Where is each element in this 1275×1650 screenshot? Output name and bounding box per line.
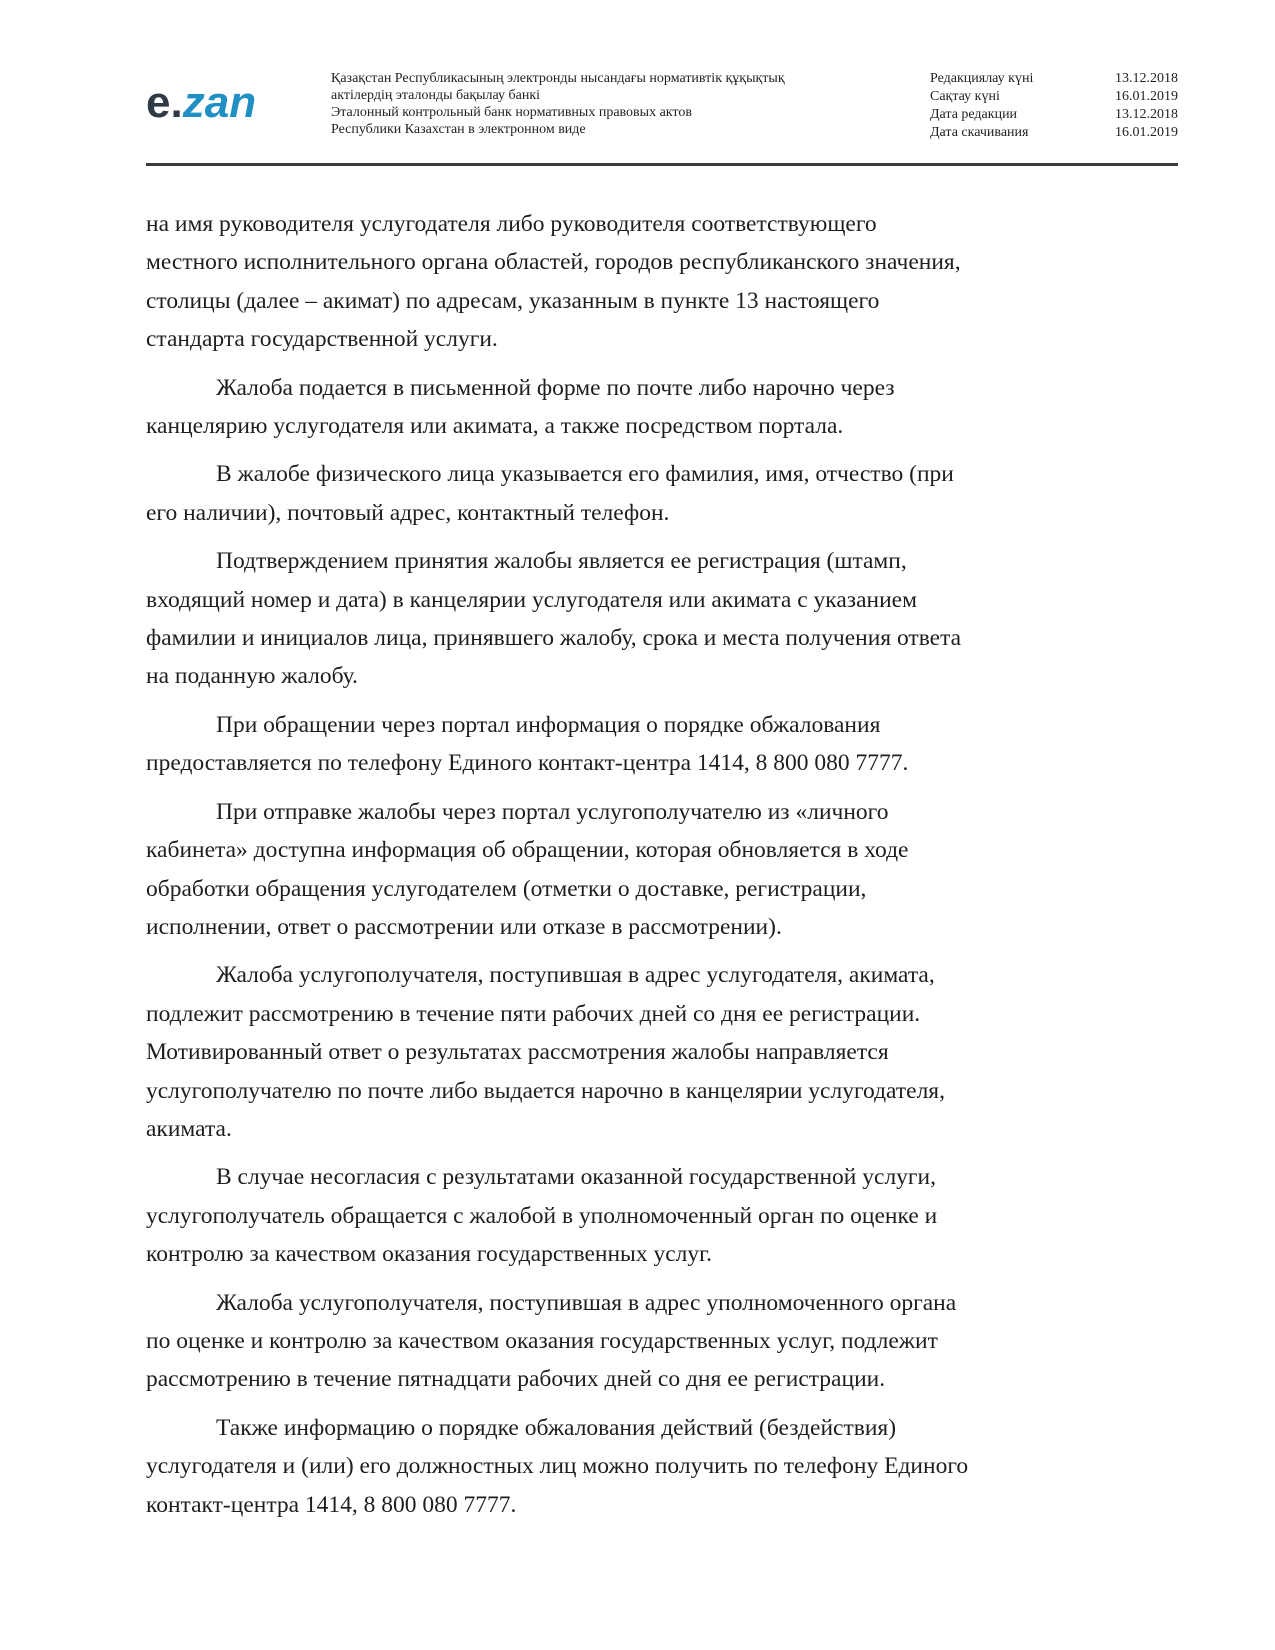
text-line: контролю за качеством оказания государственных услуг.	[146, 1241, 712, 1268]
text-line: входящий номер и дата) в канцелярии услугодателя или акимата с указанием	[146, 586, 917, 613]
text-line: столицы (далее – акимат) по адресам, указанным в пункте 13 настоящего	[146, 287, 880, 314]
text-line: на имя руководителя услугодателя либо руководителя соответствующего	[146, 211, 877, 237]
text-line: В случае несогласия с результатами оказанной государственной услуги,	[216, 1164, 937, 1191]
paragraph-authority-review	[146, 1284, 1176, 1399]
paragraph-registration	[146, 542, 1176, 696]
ezan-logo	[146, 78, 256, 128]
text-line: акимата.	[146, 1115, 232, 1142]
text-line: местного исполнительного органа областей, городов республиканского значения,	[146, 249, 961, 276]
document-dates	[930, 70, 1178, 142]
paragraph-disagreement	[146, 1158, 1176, 1273]
logo-zan: zan	[182, 78, 257, 127]
paragraph-review-period	[146, 956, 1176, 1148]
source-line: Республики Казахстан в электронном виде	[331, 122, 586, 137]
source-line: Эталонный контрольный банк нормативных правовых актов	[331, 105, 692, 120]
text-line: контакт-центра 1414, 8 800 080 7777.	[146, 1491, 517, 1518]
paragraph-complaint-form	[146, 369, 1176, 446]
meta-label: Дата редакции	[930, 107, 1018, 122]
paragraph-complaint-details	[146, 455, 1176, 532]
document-header	[146, 66, 1178, 162]
text-line: предоставляется по телефону Единого контакт-центра 1414, 8 800 080 7777.	[146, 750, 909, 777]
text-line: При отправке жалобы через портал услугополучателю из «личного	[216, 798, 889, 825]
text-line: услугодателя и (или) его должностных лиц можно получить по телефону Единого	[146, 1453, 969, 1480]
source-line: Қазақстан Республикасының электронды нысандағы нормативтік құқықтық	[331, 71, 785, 86]
text-line: его наличии), почтовый адрес, контактный телефон.	[146, 499, 670, 526]
text-line: услугополучателю по почте либо выдается нарочно в канцелярии услугодателя,	[146, 1077, 945, 1104]
text-line: Жалоба подается в письменной форме по почте либо нарочно через	[216, 374, 895, 401]
logo-dot: .	[170, 78, 183, 127]
document-body	[146, 205, 1176, 1534]
meta-label: Редакциялау күні	[930, 71, 1034, 86]
meta-label: Сақтау күні	[930, 89, 1000, 104]
meta-label: Дата скачивания	[930, 125, 1029, 140]
meta-value: 16.01.2019	[1115, 89, 1178, 104]
text-line: кабинета» доступна информация об обращении, которая обновляется в ходе	[146, 837, 909, 864]
meta-row-download-date-ru	[930, 124, 1178, 142]
text-line: исполнении, ответ о рассмотрении или отказе в рассмотрении).	[146, 913, 782, 940]
text-line: на поданную жалобу.	[146, 663, 358, 690]
text-line: Жалоба услугополучателя, поступившая в адрес услугодателя, акимата,	[216, 962, 935, 989]
text-line: услугополучатель обращается с жалобой в уполномоченный орган по оценке и	[146, 1202, 938, 1229]
meta-value: 13.12.2018	[1115, 71, 1178, 86]
paragraph-continuation	[146, 205, 1176, 359]
text-line: В жалобе физического лица указывается его фамилия, имя, отчество (при	[216, 461, 954, 488]
text-line: фамилии и инициалов лица, принявшего жалобу, срока и места получения ответа	[146, 625, 962, 652]
text-line: Жалоба услугополучателя, поступившая в адрес уполномоченного органа	[216, 1289, 957, 1316]
text-line: Мотивированный ответ о результатах рассмотрения жалобы направляется	[146, 1039, 889, 1066]
text-line: подлежит рассмотрению в течение пяти рабочих дней со дня ее регистрации.	[146, 1000, 921, 1027]
text-line: по оценке и контролю за качеством оказания государственных услуг, подлежит	[146, 1327, 938, 1354]
meta-row-edit-date-ru	[930, 106, 1178, 124]
text-line: При обращении через портал информация о порядке обжалования	[216, 711, 881, 738]
paragraph-portal-info	[146, 706, 1176, 783]
text-line: канцелярию услугодателя или акимата, а также посредством портала.	[146, 413, 844, 440]
text-line: обработки обращения услугодателем (отметки о доставке, регистрации,	[146, 875, 867, 902]
text-line: рассмотрению в течение пятнадцати рабочих дней со дня ее регистрации.	[146, 1366, 886, 1393]
meta-value: 13.12.2018	[1115, 107, 1178, 122]
paragraph-contact-center	[146, 1409, 1176, 1524]
source-description	[331, 70, 891, 138]
meta-row-save-date-kz	[930, 88, 1178, 106]
text-line: Также информацию о порядке обжалования действий (бездействия)	[216, 1414, 897, 1441]
meta-row-edit-date-kz	[930, 70, 1178, 88]
text-line: Подтверждением принятия жалобы является ее регистрация (штамп,	[216, 548, 907, 575]
source-line: актілердің эталонды бақылау банкі	[331, 88, 541, 103]
text-line: стандарта государственной услуги.	[146, 326, 498, 353]
logo-e: e	[146, 78, 171, 127]
paragraph-personal-cabinet	[146, 793, 1176, 947]
meta-value: 16.01.2019	[1115, 125, 1178, 140]
header-divider	[146, 163, 1178, 166]
